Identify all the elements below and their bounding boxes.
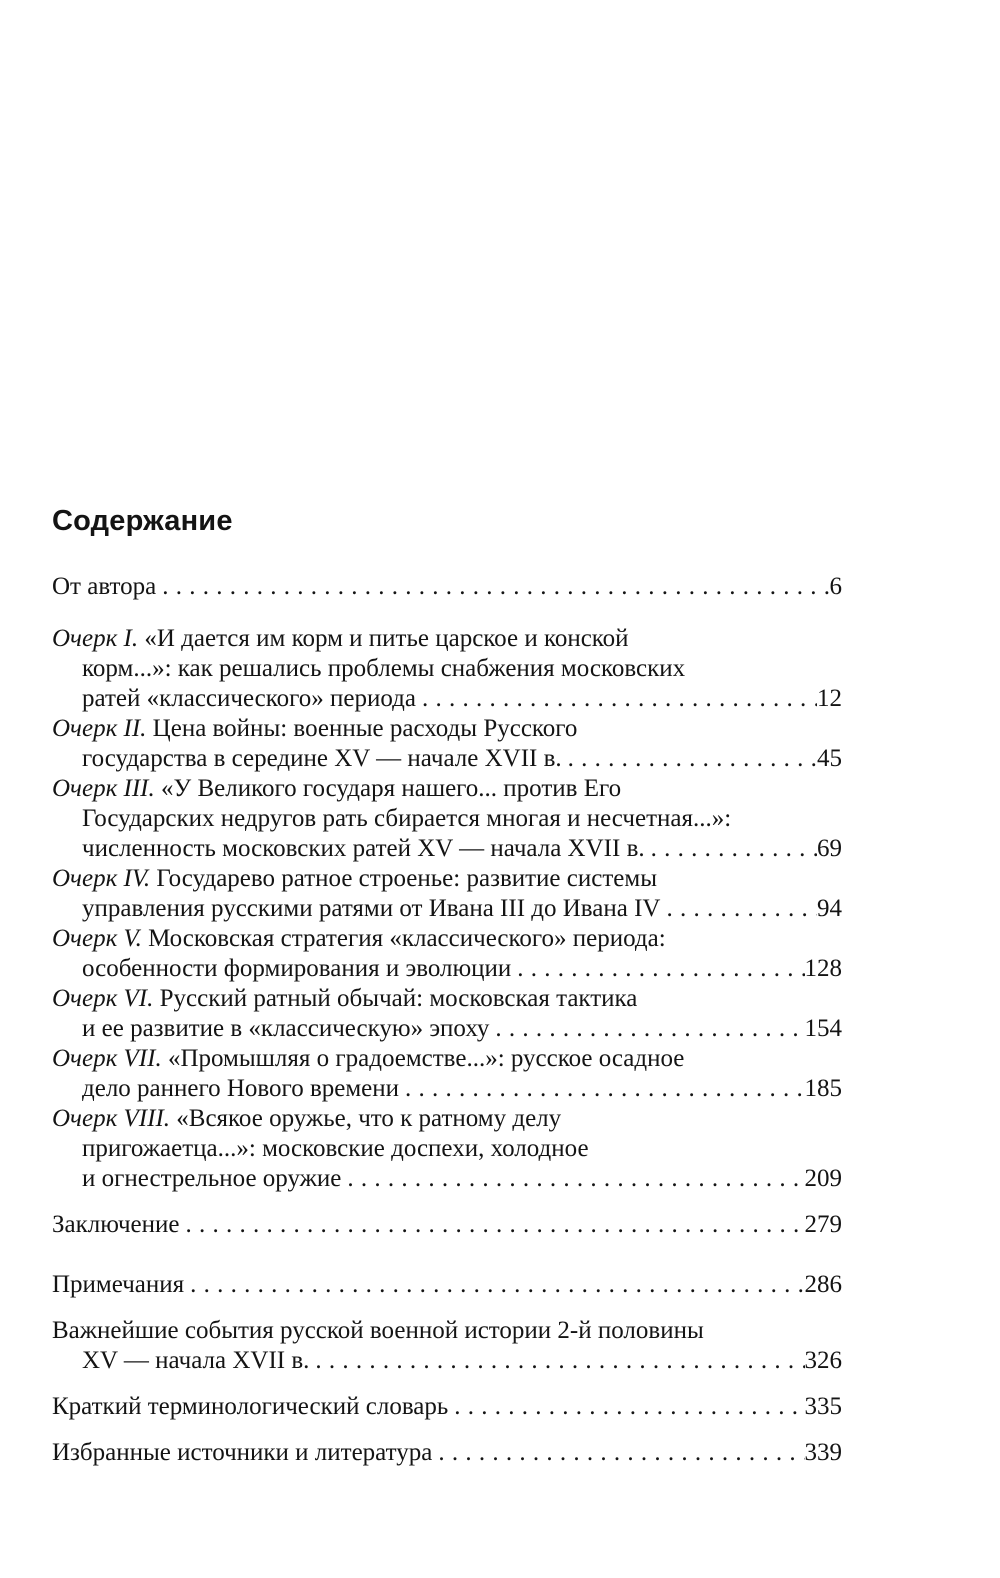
toc-entry-title: Заключение bbox=[52, 1211, 180, 1238]
toc-entry bbox=[52, 1270, 842, 1300]
toc-entry bbox=[52, 1438, 842, 1468]
dot-leader bbox=[399, 1074, 804, 1104]
toc-entry-title: Краткий терминологический словарь bbox=[52, 1393, 449, 1420]
toc-entry-text: Русский ратный обычай: московская тактика bbox=[159, 985, 638, 1012]
toc-entry-line bbox=[52, 774, 842, 804]
dot-leader bbox=[448, 1392, 804, 1422]
dot-leader bbox=[511, 954, 804, 984]
dot-leader bbox=[184, 1270, 804, 1300]
dot-leader bbox=[432, 1438, 804, 1468]
toc-page-number: 45 bbox=[817, 745, 842, 772]
toc-entry bbox=[52, 572, 842, 602]
toc-entry-title: управления русскими ратями от Ивана III до Ивана IV bbox=[82, 895, 661, 922]
toc-entry-line: пригожаетца...»: московские доспехи, холодное bbox=[82, 1135, 589, 1162]
toc-entry bbox=[52, 924, 842, 984]
toc-entry-last-line bbox=[52, 1270, 842, 1300]
toc-entry-last-line bbox=[52, 1164, 842, 1194]
toc-entry-last-line bbox=[52, 954, 842, 984]
dot-leader bbox=[660, 894, 817, 924]
toc-entry-text: Государево ратное строенье: развитие системы bbox=[156, 865, 657, 892]
dot-leader bbox=[645, 834, 817, 864]
toc-entry-line: Важнейшие события русской военной истории 2-й половины bbox=[52, 1317, 704, 1344]
toc-entry-last-line bbox=[52, 744, 842, 774]
toc-entry-last-line bbox=[52, 684, 842, 714]
toc-entry-text: «Всякое оружье, что к ратному делу bbox=[176, 1105, 562, 1132]
toc-entry-last-line bbox=[52, 1210, 842, 1240]
toc-entry-line bbox=[52, 864, 842, 894]
dot-leader bbox=[341, 1164, 804, 1194]
chapter-label: Очерк IV. bbox=[52, 865, 151, 892]
toc-page-number: 335 bbox=[804, 1393, 842, 1420]
toc-entry-line bbox=[52, 1044, 842, 1074]
toc-entry-last-line bbox=[52, 1392, 842, 1422]
page-title: Содержание bbox=[52, 505, 233, 537]
toc-entry-title: численность московских ратей XV — начала XVII в. bbox=[82, 835, 645, 862]
toc-entry-title: и ее развитие в «классическую» эпоху bbox=[82, 1015, 490, 1042]
toc-entry-line: Государских недругов рать сбирается многая и несчетная...»: bbox=[82, 805, 732, 832]
toc-page-number: 154 bbox=[804, 1015, 842, 1042]
toc-entry bbox=[52, 864, 842, 924]
toc-page-number: 12 bbox=[817, 685, 842, 712]
toc-entry-line bbox=[52, 1104, 842, 1134]
chapter-label: Очерк VIII. bbox=[52, 1105, 171, 1132]
toc-entry-text: «И дается им корм и питье царское и конской bbox=[144, 625, 629, 652]
toc-entry bbox=[52, 1044, 842, 1104]
toc-entry bbox=[52, 774, 842, 864]
toc-entry-title: От автора bbox=[52, 573, 157, 600]
chapter-label: Очерк V. bbox=[52, 925, 142, 952]
toc-page-number: 185 bbox=[804, 1075, 842, 1102]
toc-entry-text: «У Великого государя нашего... против Его bbox=[161, 775, 622, 802]
toc-page-number: 6 bbox=[829, 573, 842, 600]
toc-entry-title: ратей «классического» периода bbox=[82, 685, 416, 712]
toc-entry-title: Примечания bbox=[52, 1271, 185, 1298]
dot-leader bbox=[309, 1346, 804, 1376]
toc-entry bbox=[52, 1316, 842, 1376]
toc-entry-line: корм...»: как решались проблемы снабжения московских bbox=[82, 655, 686, 682]
dot-leader bbox=[489, 1014, 804, 1044]
toc-entry-last-line bbox=[52, 1074, 842, 1104]
toc-entry-last-line bbox=[52, 1014, 842, 1044]
toc-entry-title: и огнестрельное оружие bbox=[82, 1165, 342, 1192]
toc-entry-title: дело раннего Нового времени bbox=[82, 1075, 400, 1102]
toc-entry bbox=[52, 714, 842, 774]
toc-entry bbox=[52, 984, 842, 1044]
toc-entry-text: Цена войны: военные расходы Русского bbox=[152, 715, 578, 742]
chapter-label: Очерк I. bbox=[52, 625, 139, 652]
toc-entry-line bbox=[52, 984, 842, 1014]
toc-entry-title: XV — начала XVII в. bbox=[82, 1347, 310, 1374]
toc-page-number: 128 bbox=[804, 955, 842, 982]
dot-leader bbox=[562, 744, 817, 774]
toc-entry-title: особенности формирования и эволюции bbox=[82, 955, 512, 982]
toc-page-number: 326 bbox=[804, 1347, 842, 1374]
dot-leader bbox=[180, 1210, 805, 1240]
toc-entry-line bbox=[52, 714, 842, 744]
table-of-contents bbox=[52, 572, 842, 1468]
toc-page-number: 209 bbox=[804, 1165, 842, 1192]
toc-page-number: 69 bbox=[817, 835, 842, 862]
dot-leader bbox=[416, 684, 817, 714]
toc-entry-last-line bbox=[52, 1346, 842, 1376]
toc-entry-last-line bbox=[52, 834, 842, 864]
toc-entry-text: «Промышляя о градоемстве...»: русское осадное bbox=[167, 1045, 685, 1072]
toc-page-number: 279 bbox=[804, 1211, 842, 1238]
toc-entry bbox=[52, 1392, 842, 1422]
toc-entry bbox=[52, 1104, 842, 1194]
toc-entry bbox=[52, 624, 842, 714]
dot-leader bbox=[156, 572, 829, 602]
toc-page-number: 286 bbox=[804, 1271, 842, 1298]
toc-entry bbox=[52, 1210, 842, 1240]
toc-entry-text: Московская стратегия «классического» периода: bbox=[148, 925, 666, 952]
toc-entry-title: Избранные источники и литература bbox=[52, 1439, 433, 1466]
toc-entry-line bbox=[52, 624, 842, 654]
toc-entry-title: государства в середине XV — начале XVII в. bbox=[82, 745, 562, 772]
toc-entry-line bbox=[52, 924, 842, 954]
toc-page-number: 94 bbox=[817, 895, 842, 922]
toc-entry-last-line bbox=[52, 894, 842, 924]
chapter-label: Очерк VII. bbox=[52, 1045, 162, 1072]
chapter-label: Очерк VI. bbox=[52, 985, 154, 1012]
chapter-label: Очерк III. bbox=[52, 775, 155, 802]
toc-page-number: 339 bbox=[804, 1439, 842, 1466]
toc-entry-last-line bbox=[52, 572, 842, 602]
toc-entry-last-line bbox=[52, 1438, 842, 1468]
chapter-label: Очерк II. bbox=[52, 715, 147, 742]
